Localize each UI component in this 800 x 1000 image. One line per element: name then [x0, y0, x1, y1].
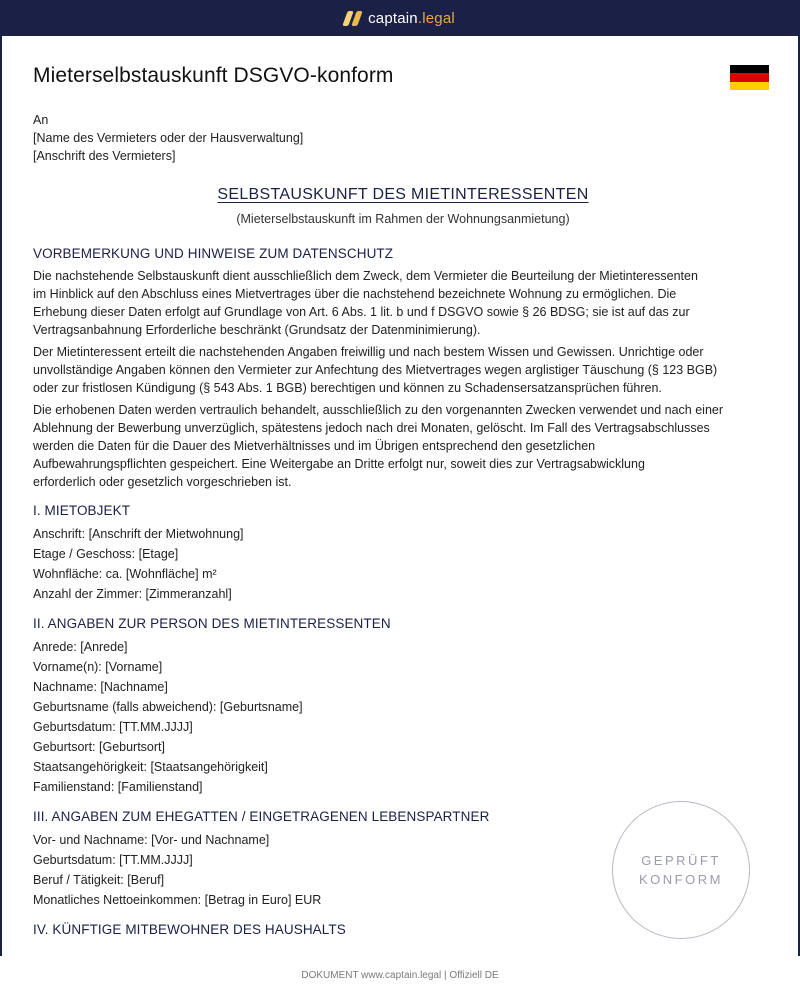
- form-field: Geburtsdatum: [TT.MM.JJJJ]: [33, 720, 193, 734]
- paragraph-line: Die nachstehende Selbstauskunft dient ausschließlich dem Zweck, dem Vermieter die Beurteilung der Mietinteressenten: [33, 269, 698, 283]
- main-heading: SELBSTAUSKUNFT DES MIETINTERESSENTEN: [217, 186, 589, 203]
- paragraph: [33, 401, 773, 491]
- section-title: I. MIETOBJEKT: [33, 503, 131, 518]
- paragraph: [33, 267, 773, 339]
- paragraph-line: Der Mietinteressent erteilt die nachstehenden Angaben freiwillig und nach bestem Wissen und Gewissen. Unrichtige oder: [33, 345, 704, 359]
- form-field: Vorname(n): [Vorname]: [33, 660, 163, 674]
- approval-stamp: [612, 801, 750, 939]
- section-title: II. ANGABEN ZUR PERSON DES MIETINTERESSENTEN: [33, 616, 391, 631]
- stamp-line: GEPRÜFT: [641, 853, 721, 868]
- paragraph-line: unvollständige Angaben können den Vermieter zur Anfechtung des Mietvertrages wegen arglistiger Täuschung (§ 123 BGB): [33, 363, 718, 377]
- captain-legal-logo-icon: [342, 11, 362, 26]
- section-title: VORBEMERKUNG UND HINWEISE ZUM DATENSCHUTZ: [33, 246, 394, 261]
- paragraph-line: Ablehnung der Bewerbung unverzüglich, spätestens jedoch nach drei Monaten, gelöscht. Im Fall des Vertragsabschlusses: [33, 421, 710, 435]
- form-field: Vor- und Nachname: [Vor- und Nachname]: [33, 833, 270, 847]
- address-line: [Name des Vermieters oder der Hausverwaltung]: [33, 131, 304, 145]
- form-field: Monatliches Nettoeinkommen: [Betrag in Euro] EUR: [33, 893, 322, 907]
- form-field: Geburtsdatum: [TT.MM.JJJJ]: [33, 853, 193, 867]
- paragraph-line: im Hinblick auf den Abschluss eines Mietvertrages über die nachstehend bezeichnete Wohnung zu ermöglichen. Die: [33, 287, 677, 301]
- document-title: Mieterselbstauskunft DSGVO-konform: [33, 64, 394, 87]
- section-title: III. ANGABEN ZUM EHEGATTEN / EINGETRAGENEN LEBENSPARTNER: [33, 809, 490, 824]
- paragraph-line: werden die Daten für die Dauer des Mietverhältnisses und im Übrigen entsprechend den gesetzlichen: [33, 439, 596, 453]
- top-bar: [0, 0, 800, 36]
- document-sheet: [0, 36, 800, 956]
- form-field: Staatsangehörigkeit: [Staatsangehörigkeit]: [33, 760, 268, 774]
- brand-accent: .legal: [417, 9, 455, 27]
- form-field: Nachname: [Nachname]: [33, 680, 168, 694]
- recipient-address: [33, 111, 773, 165]
- section-title: IV. KÜNFTIGE MITBEWOHNER DES HAUSHALTS: [33, 922, 346, 937]
- stamp-line: KONFORM: [639, 872, 723, 887]
- form-field: Etage / Geschoss: [Etage]: [33, 547, 179, 561]
- brand-name: [368, 10, 455, 27]
- form-field: Familienstand: [Familienstand]: [33, 780, 203, 794]
- paragraph-line: Aufbewahrungspflichten gespeichert. Eine Weitergabe an Dritte erfolgt nur, soweit dies zur Vertragsabwicklung: [33, 457, 645, 471]
- form-field: Geburtsort: [Geburtsort]: [33, 740, 165, 754]
- form-field: Geburtsname (falls abweichend): [Geburtsname]: [33, 700, 303, 714]
- paragraph-line: oder zur fristlosen Kündigung (§ 543 Abs. 1 BGB) berechtigen und können zu Schadensersatzansprüchen führen.: [33, 381, 662, 395]
- form-field: Anzahl der Zimmer: [Zimmeranzahl]: [33, 587, 232, 601]
- brand-main: captain: [368, 9, 418, 27]
- paragraph: [33, 343, 773, 397]
- subheading: (Mieterselbstauskunft im Rahmen der Wohnungsanmietung): [236, 212, 570, 226]
- paragraph-line: Vertragsanbahnung Erforderliche beschränkt (Grundsatz der Datenminimierung).: [33, 323, 481, 337]
- footer: DOKUMENT www.captain.legal | Offiziell DE: [301, 970, 499, 981]
- address-line: An: [33, 113, 49, 127]
- form-field: Wohnfläche: ca. [Wohnfläche] m²: [33, 567, 217, 581]
- germany-flag-icon: [730, 65, 769, 90]
- address-line: [Anschrift des Vermieters]: [33, 149, 176, 163]
- paragraph-line: Die erhobenen Daten werden vertraulich behandelt, ausschließlich zu den vorgenannten Zwecken verwendet und nach einer: [33, 403, 724, 417]
- form-field: Anschrift: [Anschrift der Mietwohnung]: [33, 527, 244, 541]
- paragraph-line: erforderlich oder gesetzlich vorgeschrieben ist.: [33, 475, 292, 489]
- form-field: Anrede: [Anrede]: [33, 640, 128, 654]
- form-field: Beruf / Tätigkeit: [Beruf]: [33, 873, 165, 887]
- paragraph-line: Erhebung dieser Daten erfolgt auf Grundlage von Art. 6 Abs. 1 lit. b und f DSGVO sowie § 26 BDSG; sie ist auf das zur: [33, 305, 690, 319]
